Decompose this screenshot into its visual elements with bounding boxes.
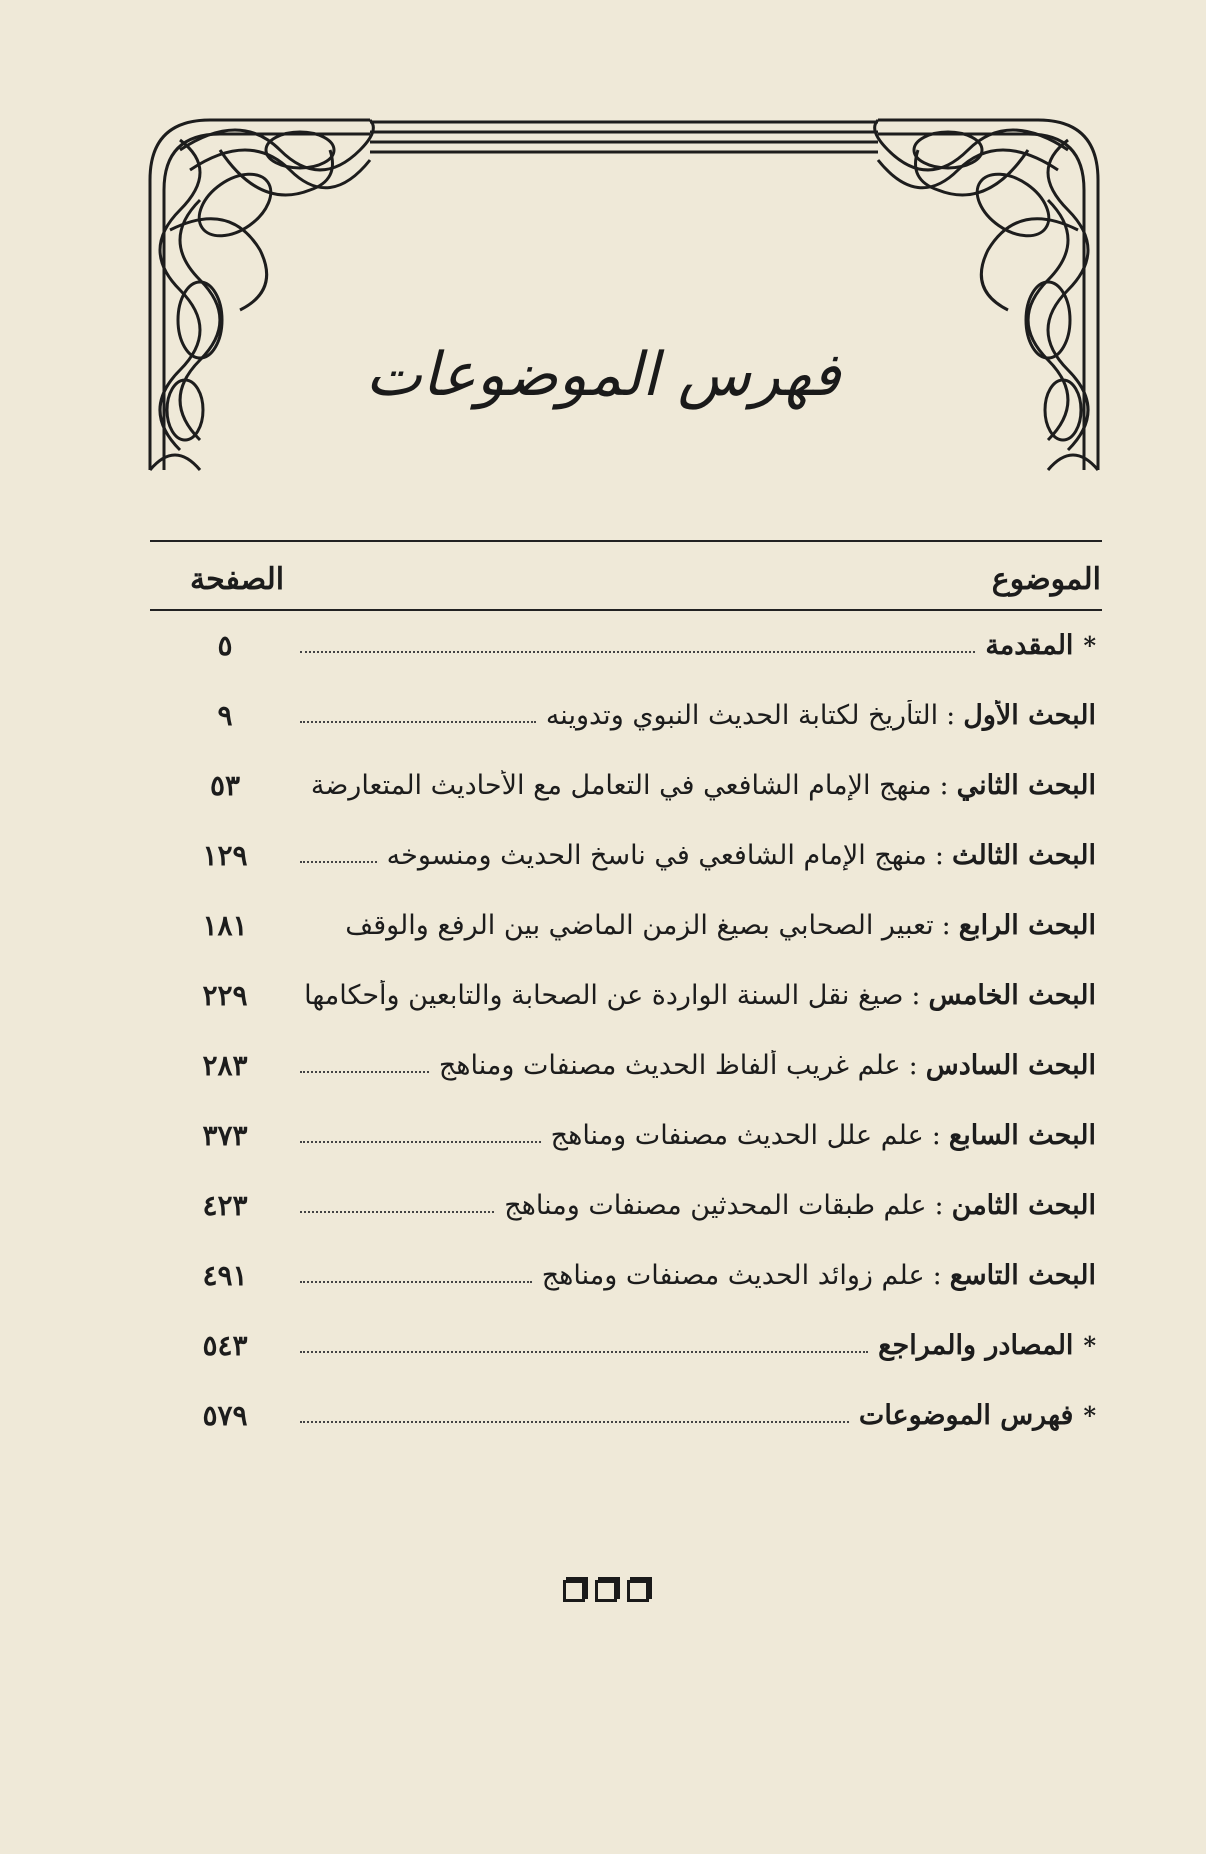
topic-column-header: الموضوع	[991, 562, 1101, 597]
toc-entry-subject: التأريخ لكتابة الحديث النبوي وتدوينه	[545, 699, 939, 731]
toc-page-number: ٢٢٩	[202, 978, 248, 1012]
leader-dots	[300, 861, 377, 863]
ornamental-border	[140, 110, 1108, 480]
square-ornament-icon	[563, 1580, 585, 1602]
toc-page-number: ٢٨٣	[202, 1048, 248, 1082]
toc-page-number: ٤٢٣	[202, 1188, 248, 1222]
toc-row	[150, 965, 1102, 1025]
leader-dots	[300, 1351, 868, 1353]
toc-page-number: ٥٧٩	[202, 1398, 248, 1432]
toc-entry-label: المصادر والمراجع	[878, 1329, 1074, 1361]
bullet-marker: *	[1083, 1400, 1096, 1430]
toc-entry-label: البحث الخامس	[928, 979, 1096, 1011]
toc-page-number: ٥٣	[209, 768, 241, 802]
square-ornament-icon	[627, 1580, 649, 1602]
toc-entry-subject: تعبير الصحابي بصيغ الزمن الماضي بين الرفع والوقف	[345, 909, 934, 941]
label-separator: :	[946, 699, 956, 731]
header-bottom-rule	[150, 609, 1102, 611]
leader-dots	[300, 1421, 849, 1423]
header-top-rule	[150, 540, 1102, 542]
page-column-header: الصفحة	[190, 562, 285, 597]
label-separator: :	[934, 839, 944, 871]
leader-dots	[300, 1281, 532, 1283]
leader-dots	[300, 1211, 494, 1213]
toc-entry-label: البحث الثامن	[951, 1189, 1096, 1221]
toc-row	[150, 755, 1102, 815]
square-ornament-icon	[595, 1580, 617, 1602]
toc-entry-label: البحث الأول	[963, 699, 1096, 731]
toc-entry-label: البحث الرابع	[958, 909, 1096, 941]
toc-entry-subject: علم علل الحديث مصنفات ومناهج	[550, 1119, 924, 1151]
toc-page-number: ١٢٩	[202, 838, 248, 872]
leader-dots	[300, 651, 975, 653]
end-of-section-mark	[563, 1580, 649, 1610]
label-separator: :	[941, 909, 951, 941]
toc-entry-subject: منهج الإمام الشافعي في التعامل مع الأحاديث المتعارضة	[310, 769, 932, 801]
label-separator: :	[911, 979, 921, 1011]
bullet-marker: *	[1083, 630, 1096, 660]
toc-page-number: ٣٧٣	[202, 1118, 248, 1152]
toc-entry-label: البحث الثاني	[956, 769, 1096, 801]
toc-row	[150, 1175, 1102, 1235]
label-separator: :	[932, 1259, 942, 1291]
label-separator: :	[939, 769, 949, 801]
label-separator: :	[931, 1119, 941, 1151]
bullet-marker: *	[1083, 1330, 1096, 1360]
toc-row	[150, 1105, 1102, 1165]
toc-page-number: ٥٤٣	[202, 1328, 248, 1362]
toc-entry-subject: علم طبقات المحدثين مصنفات ومناهج	[504, 1189, 927, 1221]
toc-row	[150, 1035, 1102, 1095]
toc-entry-label: المقدمة	[985, 629, 1074, 661]
toc-page-number: ٩	[217, 698, 233, 732]
leader-dots	[300, 721, 536, 723]
toc-page-number: ٥	[217, 628, 233, 662]
toc-row	[150, 825, 1102, 885]
toc-row	[150, 1245, 1102, 1305]
page-title: فهرس الموضوعات	[365, 340, 841, 410]
leader-dots	[300, 1141, 541, 1143]
toc-row	[150, 615, 1102, 675]
toc-row	[150, 685, 1102, 745]
toc-entry-label: البحث التاسع	[949, 1259, 1096, 1291]
toc-row	[150, 895, 1102, 955]
toc-page-number: ١٨١	[202, 908, 248, 942]
toc-entry-subject: صيغ نقل السنة الواردة عن الصحابة والتابعين وأحكامها	[304, 979, 904, 1011]
toc-entry-subject: علم زوائد الحديث مصنفات ومناهج	[541, 1259, 925, 1291]
toc-entry-label: البحث الثالث	[951, 839, 1096, 871]
toc-entry-subject: منهج الإمام الشافعي في ناسخ الحديث ومنسوخه	[386, 839, 927, 871]
label-separator: :	[934, 1189, 944, 1221]
toc-entry-label: البحث السابع	[948, 1119, 1096, 1151]
toc-entry-label: فهرس الموضوعات	[858, 1399, 1074, 1431]
leader-dots	[300, 1071, 429, 1073]
toc-row	[150, 1385, 1102, 1445]
toc-row	[150, 1315, 1102, 1375]
toc-entry-subject: علم غريب ألفاظ الحديث مصنفات ومناهج	[438, 1049, 901, 1081]
label-separator: :	[908, 1049, 918, 1081]
toc-entry-label: البحث السادس	[925, 1049, 1096, 1081]
toc-page-number: ٤٩١	[202, 1258, 248, 1292]
